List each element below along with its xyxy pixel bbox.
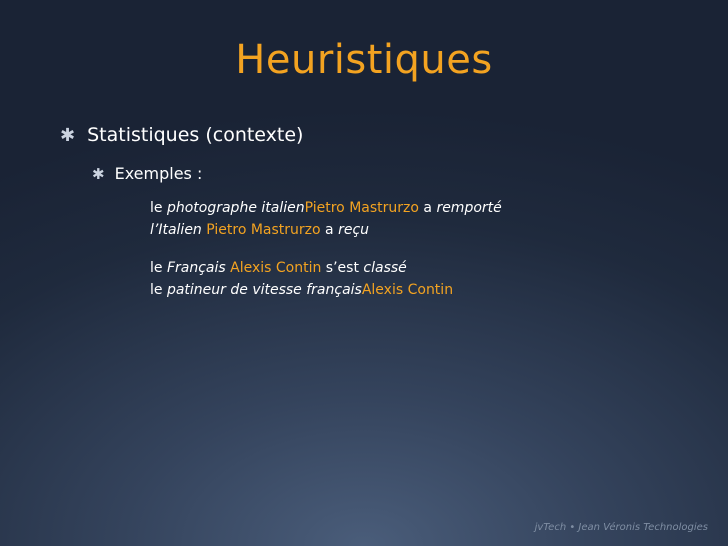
footer-credit: jvTech • Jean Véronis Technologies <box>534 522 708 533</box>
plain-text: s’est <box>321 260 364 276</box>
italic-context: photographe italien <box>166 200 305 216</box>
entity-name: Pietro Mastrurzo <box>206 222 321 238</box>
italic-context: reçu <box>338 222 370 238</box>
spacer <box>150 241 502 257</box>
bullet-exemples <box>92 164 202 183</box>
italic-context: classé <box>363 260 407 276</box>
plain-text: le <box>150 282 167 298</box>
bullet-statistiques-text: Statistiques (contexte) <box>87 124 304 146</box>
entity-name: Alexis Contin <box>230 260 322 276</box>
plain-text: a <box>320 222 339 238</box>
italic-context: Français <box>166 260 226 276</box>
examples-block <box>150 197 502 301</box>
entity-name: Alexis Contin <box>361 282 454 298</box>
slide-title: Heuristiques <box>235 37 493 83</box>
asterisk-bullet-icon: ✱ <box>92 164 105 183</box>
asterisk-bullet-icon: ✱ <box>60 124 76 146</box>
example-line-1 <box>150 197 502 219</box>
entity-name: Pietro Mastrurzo <box>304 200 419 216</box>
plain-text: le <box>150 200 167 216</box>
plain-text: le <box>150 260 167 276</box>
plain-text: a <box>418 200 437 216</box>
italic-context: l’Italien <box>150 222 202 238</box>
italic-context: patineur de vitesse français <box>166 282 362 298</box>
bullet-statistiques <box>60 124 303 146</box>
bullet-exemples-text: Exemples : <box>114 164 203 183</box>
example-line-3 <box>150 257 502 279</box>
example-line-2 <box>150 219 502 241</box>
italic-context: remporté <box>436 200 502 216</box>
example-line-4 <box>150 279 502 301</box>
